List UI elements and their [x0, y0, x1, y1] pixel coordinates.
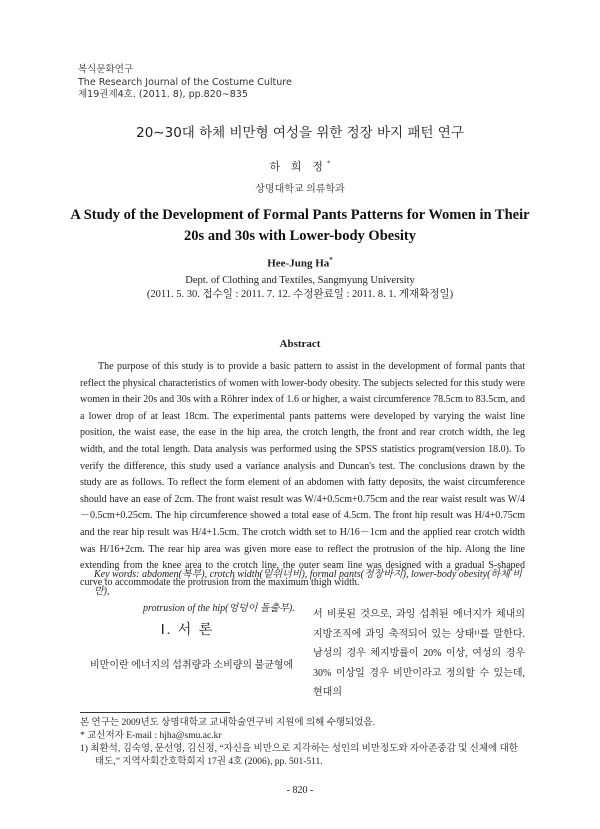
submission-dates: (2011. 5. 30. 접수일 : 2011. 7. 12. 수정완료일 : 2011. 8. 1. 게재확정일) [146, 289, 454, 300]
journal-name-kr: 복식문화연구 [78, 64, 134, 75]
journal-header [78, 64, 292, 102]
footnote-reference-1-line-2: 태도,” 지역사회간호학회지 17권 4호 (2006), pp. 501-511. [95, 757, 323, 767]
korean-affiliation: 상명대학교 의류학과 [255, 184, 345, 195]
english-author-marker: * [329, 256, 333, 264]
keywords-line-1: Key words: abdomen(복부), crotch width(밑위너비), formal pants(정장바지), lower-body obesity(하체 비만), [94, 569, 522, 597]
journal-name-en: The Research Journal of the Costume Culture [78, 76, 292, 88]
footnote-funding: 본 연구는 2009년도 상명대학교 교내학술연구비 지원에 의해 수행되었음. [80, 718, 375, 728]
korean-author [0, 158, 600, 174]
section-heading-introduction: Ⅰ. 서 론 [160, 623, 215, 638]
body-text-left-column: 비만이란 에너지의 섭취량과 소비량의 불균형에 [90, 660, 294, 671]
footnote-reference-1-line-1: 1) 최환석, 김숙영, 문선영, 김신정, “자신을 비만으로 지각하는 성인의 비만정도와 자아존중감 및 신체에 대한 [80, 744, 518, 754]
keywords-line-2: protrusion of the hip(엉덩이 돌출부). [143, 603, 295, 614]
page-number: - 820 - [286, 785, 314, 796]
english-title: A Study of the Development of Formal Pants Patterns for Women in Their 20s and 30s with Lower-body Obesity [70, 207, 530, 244]
english-author-name: Hee-Jung Ha [267, 257, 330, 270]
footnote-divider [80, 712, 230, 713]
korean-title: 20∼30대 하체 비만형 여성을 위한 정장 바지 패턴 연구 [136, 125, 464, 141]
abstract-text: The purpose of this study is to provide a basic pattern to assist in the development of formal pants that reflect the physical characteristics of women with lower-body obesity. The subjects selected for this study were women in their 20s and 30s with a Röhrer index of 1.6 or higher, a waist circumference 78.5cm to 83.5cm, and a lower drop of at least 18cm. The experimental pants patterns were developed by varying the waist line position, the waist ease, the ease in the hip area, the crotch length, the front and rear crotch width, the leg width, and the total length. Data analysis was performed using the SPSS statistics program(version 18.0). To verify the difference, this study used a variance analysis and Duncan's test. The conclusions drawn by the study are as follows. To reflect the form element of an abdomen with fatty deposits, the waist circumference should have an ease of 2cm. The front waist result was W/4+0.5cm+0.75cm and the rear waist result was W/4－0.5cm+0.25cm. The hip circumference showed a total ease of 4.5cm. The front hip result was H/4+0.75cm and the rear hip result was H/4+1.5cm. The crotch width set to H/16－1cm and the applied rear crotch width was H/16+2cm. The rear hip area was given more ease to reflect the protrusion of the hip. Along the line extending from the knee area to the crotch line, the outer seam line was designed with a gradual S-shaped curve to accommodate the protrusion from the maximum thigh width. [80, 361, 525, 588]
korean-author-marker: * [326, 159, 331, 168]
english-affiliation: Dept. of Clothing and Textiles, Sangmyung University [185, 275, 415, 286]
body-text-right-column: 서 비롯된 것으로, 과잉 섭취된 에너지가 체내의 지방조직에 과잉 축적되어 있는 상태¹⁾를 말한다. 남성의 경우 체지방률이 20% 이상, 여성의 경우 30% 이상일 경우 비만이라고 정의할 수 있는데, 현대의 [313, 609, 525, 698]
journal-issue: 제19권제4호. (2011. 8), pp.820∼835 [78, 89, 248, 100]
footnote-corresponding-author: * 교신저자 E-mail : hjha@smu.ac.kr [80, 731, 222, 741]
english-author [0, 256, 600, 270]
english-affiliation-block [0, 274, 600, 302]
footnotes [80, 717, 525, 769]
abstract-heading: Abstract [279, 338, 321, 350]
korean-author-name: 하 희 정 [269, 161, 327, 173]
